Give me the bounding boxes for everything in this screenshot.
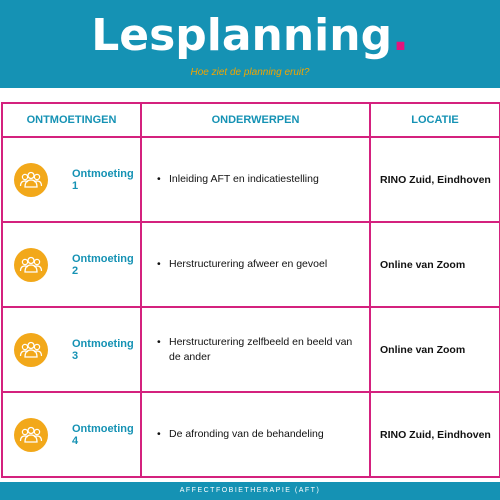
topic-text: Herstructurering afweer en gevoel	[169, 258, 328, 270]
topic-text: Herstructurering zelfbeeld en beeld van de ander	[169, 335, 353, 363]
page-title	[0, 10, 500, 61]
topic-text: De afronding van de behandeling	[169, 428, 324, 440]
meeting-cell	[2, 137, 141, 222]
meeting-cell	[2, 307, 141, 392]
group-people-icon	[14, 333, 48, 367]
meeting-label: Ontmoeting 2	[72, 252, 134, 277]
table-row	[2, 137, 500, 222]
location-text: RINO Zuid, Eindhoven	[380, 428, 491, 441]
topic-bullet-item	[143, 427, 368, 442]
group-people-icon	[14, 248, 48, 282]
meeting-cell	[2, 222, 141, 307]
planning-table	[1, 102, 500, 478]
topic-bullet-item	[143, 335, 368, 365]
topic-cell	[141, 137, 370, 222]
meeting-label: Ontmoeting 3	[72, 337, 134, 362]
column-header-meetings: ONTMOETINGEN	[2, 103, 141, 137]
title-text: Lesplanning	[91, 10, 393, 61]
topic-cell	[141, 222, 370, 307]
meeting-label: Ontmoeting 1	[72, 167, 134, 192]
topic-text: Inleiding AFT en indicatiestelling	[169, 173, 319, 185]
table-header-row	[2, 103, 500, 137]
column-header-topics: ONDERWERPEN	[141, 103, 370, 137]
location-cell	[370, 137, 500, 222]
column-header-location: LOCATIE	[370, 103, 500, 137]
header-banner	[0, 0, 500, 88]
topic-cell	[141, 392, 370, 477]
meeting-label: Ontmoeting 4	[72, 422, 134, 447]
page-subtitle: Hoe ziet de planning eruit?	[190, 67, 310, 78]
location-text: Online van Zoom	[380, 258, 466, 271]
location-text: Online van Zoom	[380, 343, 466, 356]
meeting-item	[4, 163, 139, 197]
table-row	[2, 392, 500, 477]
table-row	[2, 307, 500, 392]
topic-bullet-item	[143, 172, 368, 187]
footer-banner: AFFECTFOBIETHERAPIE (AFT)	[0, 482, 500, 500]
bullet-icon: •	[157, 173, 161, 185]
topic-bullet-item	[143, 257, 368, 272]
table-row	[2, 222, 500, 307]
meeting-item	[4, 418, 139, 452]
location-cell	[370, 222, 500, 307]
meeting-item	[4, 248, 139, 282]
group-people-icon	[14, 418, 48, 452]
location-cell	[370, 392, 500, 477]
bullet-icon: •	[157, 335, 161, 348]
meeting-item	[4, 333, 139, 367]
group-people-icon	[14, 163, 48, 197]
location-text: RINO Zuid, Eindhoven	[380, 173, 491, 186]
bullet-icon: •	[157, 258, 161, 270]
bullet-icon: •	[157, 428, 161, 440]
topic-cell	[141, 307, 370, 392]
meeting-cell	[2, 392, 141, 477]
location-cell	[370, 307, 500, 392]
title-dot: .	[392, 10, 409, 61]
